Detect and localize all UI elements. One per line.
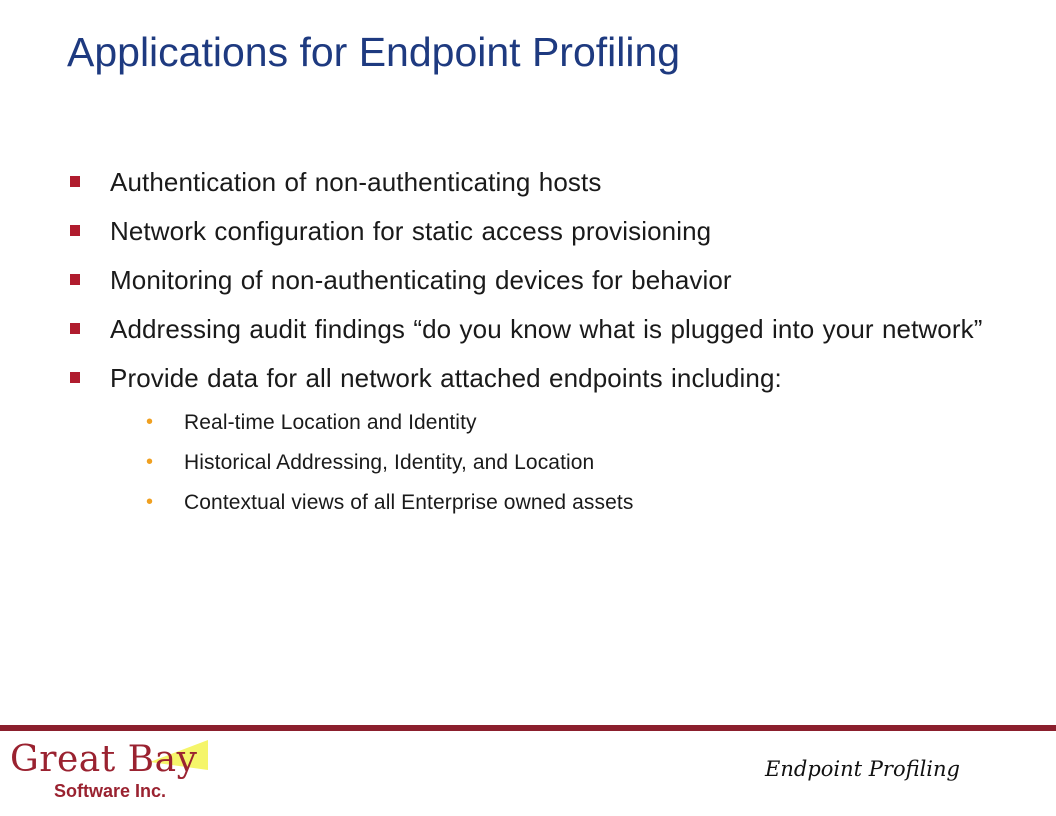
bullet-text: Authentication of non-authenticating hosts — [110, 167, 602, 197]
square-bullet-icon — [70, 176, 80, 187]
company-logo — [10, 738, 210, 808]
sub-bullet-text: Contextual views of all Enterprise owned assets — [184, 491, 634, 514]
dot-bullet-icon: • — [146, 411, 154, 433]
footer-divider — [0, 725, 1056, 731]
sub-bullet-text: Historical Addressing, Identity, and Location — [184, 451, 595, 474]
dot-bullet-icon: • — [146, 491, 154, 513]
bullet-item — [70, 262, 1000, 298]
bullet-item — [70, 164, 1000, 200]
bullet-item — [70, 360, 1000, 516]
square-bullet-icon — [70, 323, 80, 334]
footer-caption: Endpoint Profiling — [765, 757, 960, 781]
sub-bullet-item — [70, 449, 1000, 476]
logo-subtitle: Software Inc. — [54, 781, 167, 801]
square-bullet-icon — [70, 274, 80, 285]
logo-wordmark: Great Bay — [10, 739, 198, 780]
dot-bullet-icon: • — [146, 451, 154, 473]
square-bullet-icon — [70, 372, 80, 383]
bullet-item — [70, 311, 1000, 347]
sub-bullet-item — [70, 489, 1000, 516]
bullet-list — [70, 164, 1000, 529]
bullet-text: Monitoring of non-authenticating devices for behavior — [110, 265, 732, 295]
slide-title: Applications for Endpoint Profiling — [67, 29, 681, 75]
bullet-text: Network configuration for static access provisioning — [110, 216, 712, 246]
bullet-text: Addressing audit findings “do you know what is plugged into your network” — [110, 314, 983, 344]
sub-bullet-list — [70, 409, 1000, 516]
sub-bullet-item — [70, 409, 1000, 436]
bullet-item — [70, 213, 1000, 249]
bullet-text: Provide data for all network attached endpoints including: — [110, 363, 782, 393]
sub-bullet-text: Real-time Location and Identity — [184, 411, 477, 434]
square-bullet-icon — [70, 225, 80, 236]
